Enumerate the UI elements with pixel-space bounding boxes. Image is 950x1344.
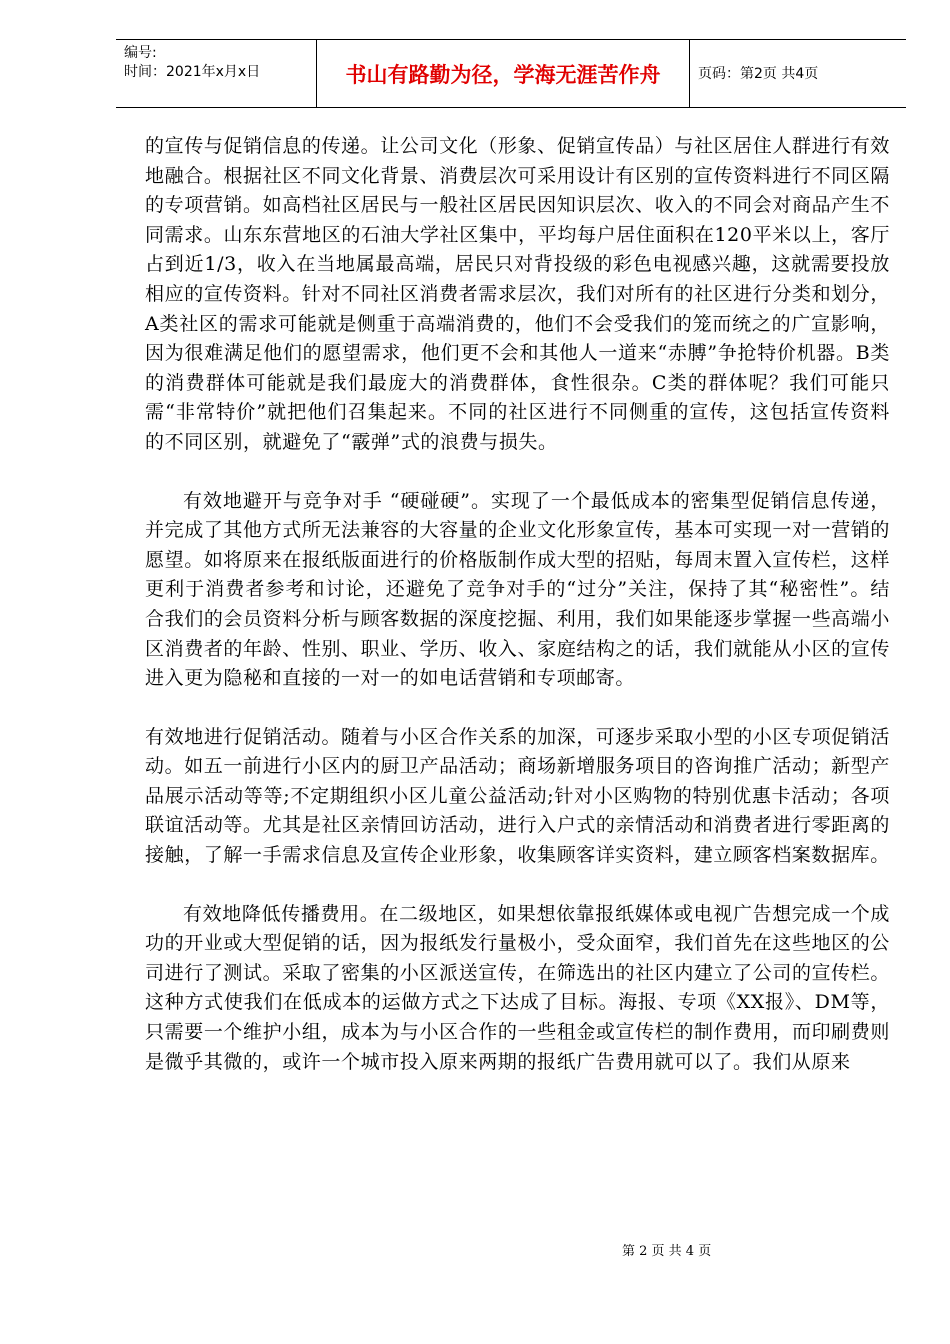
motto-text: 书山有路勤为径，学海无涯苦作舟	[345, 63, 661, 87]
document-body	[145, 132, 890, 1077]
header-page-cell	[690, 40, 906, 107]
header-meta-cell	[116, 40, 317, 107]
paragraph-gap	[145, 458, 890, 487]
page-info: 页码：第2页 共4页	[698, 66, 819, 82]
paragraph-1: 的宣传与促销信息的传递。让公司文化（形象、促销宣传品）与社区居住人群进行有效地融合。根据社区不同文化背景、消费层次可采用设计有区别的宣传资料进行不同区隔的专项营销。如高档社区居民与一般社区居民因知识层次、收入的不同会对商品产生不同需求。山东东营地区的石油大学社区集中，平均每户居住面积在120平米以上，客厅占到近1/3，收入在当地属最高端，居民只对背投级的彩色电视感兴趣，这就需要投放相应的宣传资料。针对不同社区消费者需求层次，我们对所有的社区进行分类和划分，A类社区的需求可能就是侧重于高端消费的，他们不会受我们的笼而统之的广宣影响，因为很难满足他们的愿望需求，他们更不会和其他人一道来“赤膊”争抢特价机器。B类的消费群体可能就是我们最庞大的消费群体，食性很杂。C类的群体呢？我们可能只需“非常特价”就把他们召集起来。不同的社区进行不同侧重的宣传，这包括宣传资料的不同区别，就避免了“霰弹”式的浪费与损失。	[145, 135, 890, 453]
header-motto-cell	[317, 40, 690, 107]
paragraph-gap	[145, 871, 890, 900]
serial-label: 编号:	[124, 45, 157, 61]
paragraph-3: 有效地进行促销活动。随着与小区合作关系的加深，可逐步采取小型的小区专项促销活动。如五一前进行小区内的厨卫产品活动；商场新增服务项目的咨询推广活动；新型产品展示活动等等;不定期组织小区儿童公益活动;针对小区购物的特别优惠卡活动；各项联谊活动等。尤其是社区亲情回访活动，进行入户式的亲情活动和消费者进行零距离的接触，了解一手需求信息及宣传企业形象，收集顾客详实资料，建立顾客档案数据库。	[145, 725, 890, 867]
paragraph-gap	[145, 694, 890, 723]
time-label: 时间：2021年x月x日	[124, 64, 261, 80]
page-footer: 第 2 页 共 4 页	[622, 1244, 712, 1259]
page-header	[116, 39, 906, 108]
paragraph-4: 有效地降低传播费用。在二级地区，如果想依靠报纸媒体或电视广告想完成一个成功的开业或大型促销的话，因为报纸发行量极小，受众面窄，我们首先在这些地区的公司进行了测试。采取了密集的小区派送宣传，在筛选出的社区内建立了公司的宣传栏。这种方式使我们在低成本的运做方式之下达成了目标。海报、专项《XX报》、DM等，只需要一个维护小组，成本为与小区合作的一些租金或宣传栏的制作费用，而印刷费则是微乎其微的，或许一个城市投入原来两期的报纸广告费用就可以了。我们从原来	[145, 902, 890, 1073]
paragraph-2: 有效地避开与竞争对手 “硬碰硬”。实现了一个最低成本的密集型促销信息传递，并完成了其他方式所无法兼容的大容量的企业文化形象宣传，基本可实现一对一营销的愿望。如将原来在报纸版面进行的价格版制作成大型的招贴，每周末置入宣传栏，这样更利于消费者参考和讨论，还避免了竞争对手的“过分”关注，保持了其“秘密性”。结合我们的会员资料分析与顾客数据的深度挖掘、利用，我们如果能逐步掌握一些高端小区消费者的年龄、性别、职业、学历、收入、家庭结构之的话，我们就能从小区的宣传进入更为隐秘和直接的一对一的如电话营销和专项邮寄。	[145, 489, 890, 690]
